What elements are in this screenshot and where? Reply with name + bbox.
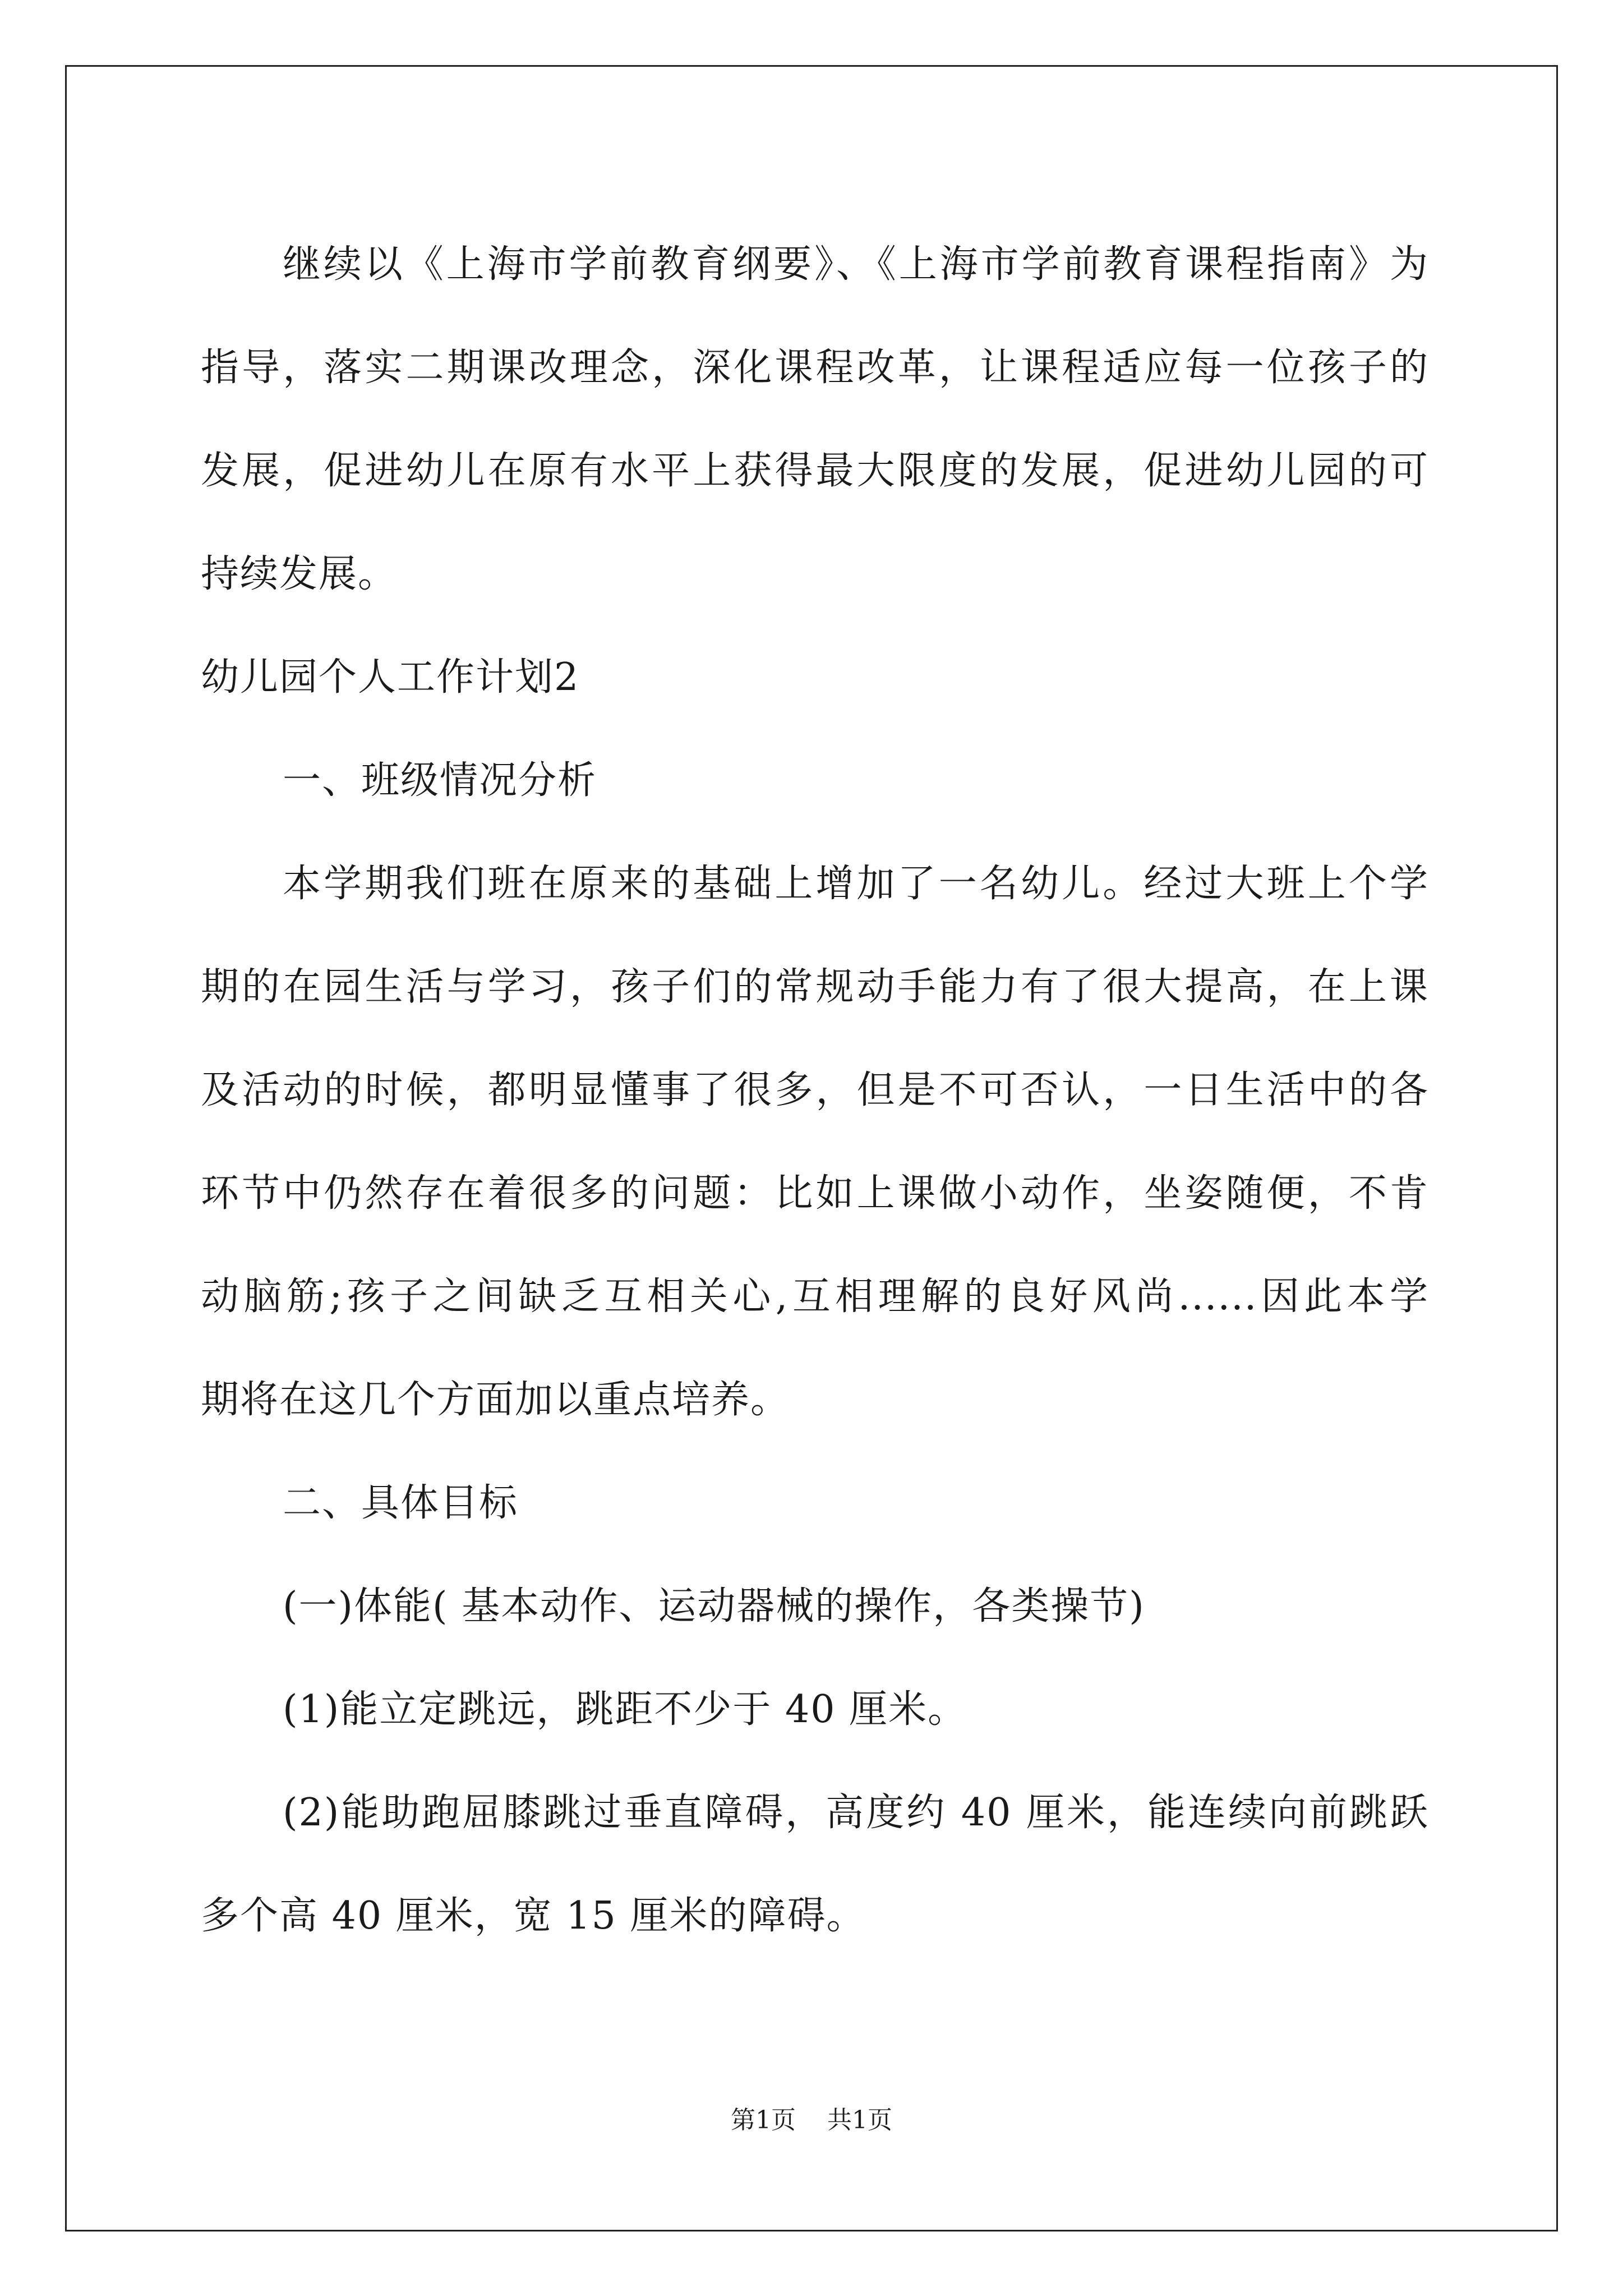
text-line: 本学期我们班在原来的基础上增加了一名幼儿。经过大班上个学 bbox=[283, 862, 1429, 906]
list-item: (2)能助跑屈膝跳过垂直障碍，高度约 40 厘米，能连续向前跳跃 bbox=[283, 1791, 1429, 1835]
section-heading: 一、班级情况分析 bbox=[283, 758, 597, 803]
text-line: 持续发展。 bbox=[201, 552, 398, 596]
text-line: 及活动的时候，都明显懂事了很多，但是不可否认，一日生活中的各 bbox=[201, 1068, 1429, 1112]
page-footer bbox=[0, 2105, 1623, 2136]
text-line: 继续以《上海市学前教育纲要》、《上海市学前教育课程指南》为 bbox=[283, 242, 1429, 287]
text-line: 发展，促进幼儿在原有水平上获得最大限度的发展，促进幼儿园的可 bbox=[201, 449, 1429, 493]
text-line: 多个高 40 厘米，宽 15 厘米的障碍。 bbox=[201, 1894, 866, 1938]
page-number: 第1页 bbox=[731, 2106, 796, 2134]
text-line: 动脑筋;孩子之间缺乏互相关心,互相理解的良好风尚......因此本学 bbox=[201, 1274, 1429, 1319]
subsection-heading: (一)体能( 基本动作、运动器械的操作，各类操节) bbox=[283, 1584, 1145, 1628]
list-item: (1)能立定跳远，跳距不少于 40 厘米。 bbox=[283, 1687, 967, 1732]
page-total: 共1页 bbox=[827, 2106, 892, 2134]
document-body bbox=[201, 213, 1429, 1968]
text-line: 期的在园生活与学习，孩子们的常规动手能力有了很大提高，在上课 bbox=[201, 965, 1429, 1009]
text-line: 期将在这几个方面加以重点培养。 bbox=[201, 1378, 790, 1422]
section-title: 幼儿园个人工作计划2 bbox=[201, 655, 580, 700]
section-heading: 二、具体目标 bbox=[283, 1481, 519, 1525]
text-line: 指导，落实二期课改理念，深化课程改革，让课程适应每一位孩子的 bbox=[201, 346, 1429, 390]
text-line: 环节中仍然存在着很多的问题：比如上课做小动作，坐姿随便，不肯 bbox=[201, 1171, 1429, 1216]
